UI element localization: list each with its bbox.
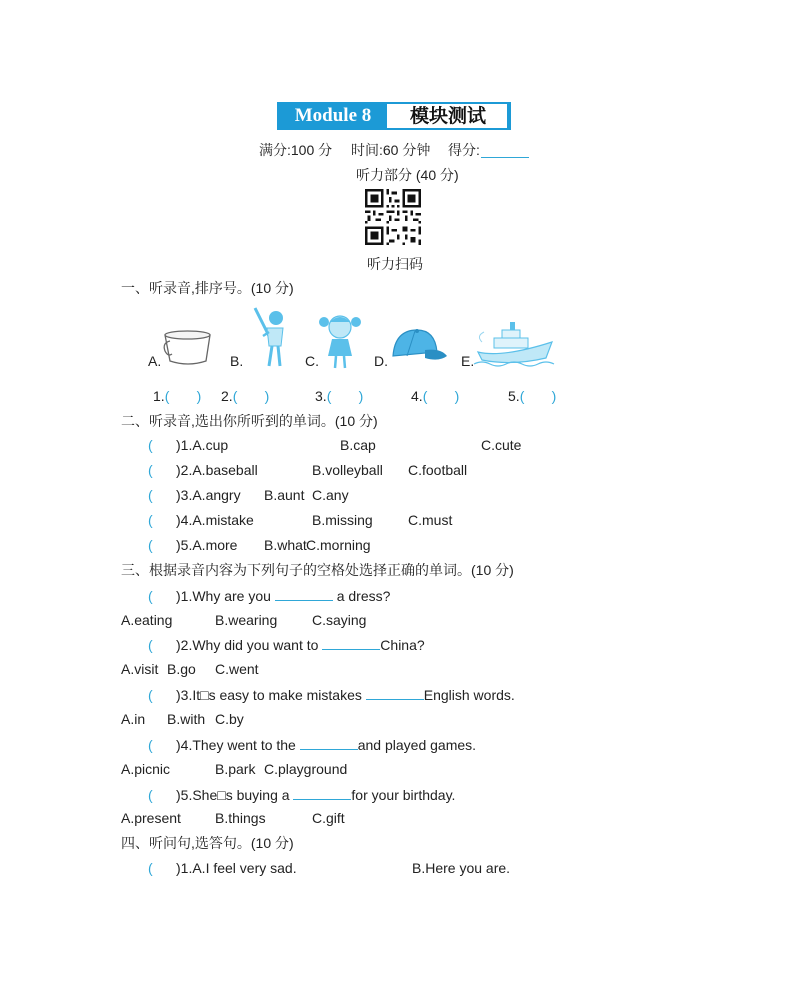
answer-slot-1[interactable]: 1.( ) — [153, 388, 202, 404]
s3-q4-option-b[interactable]: B.park — [215, 761, 256, 777]
qr-caption: 听力扫码 — [367, 256, 423, 272]
girl-icon — [318, 312, 362, 370]
answer-slot-3[interactable]: 3.( ) — [315, 388, 364, 404]
s2-q2-option-b[interactable]: B.volleyball — [312, 462, 383, 478]
s2-q2[interactable]: ( )2.A.baseball — [148, 462, 258, 478]
s2-q4[interactable]: ( )4.A.mistake — [148, 512, 254, 528]
cap-icon — [389, 326, 449, 368]
s2-q3-option-b[interactable]: B.aunt — [264, 487, 305, 503]
s4-q1[interactable]: ( )1.A.I feel very sad. — [148, 860, 297, 876]
s3-q2-option-a[interactable]: A.visit — [121, 661, 159, 677]
s3-q4[interactable]: ( )4.They went to the and played games. — [148, 737, 477, 753]
s2-q3[interactable]: ( )3.A.angry — [148, 487, 241, 503]
s3-q3-option-c[interactable]: C.by — [215, 711, 244, 727]
s3-q5-option-c[interactable]: C.gift — [312, 810, 345, 826]
answer-blank[interactable] — [366, 685, 424, 700]
s3-q1-option-b[interactable]: B.wearing — [215, 612, 278, 628]
answer-slot-4[interactable]: 4.( ) — [411, 388, 460, 404]
s3-q5-option-b[interactable]: B.things — [215, 810, 266, 826]
option-c-label: C. — [305, 353, 319, 369]
s3-q3[interactable]: ( )3.It□s easy to make mistakes English words. — [148, 687, 515, 703]
s2-q1-option-b[interactable]: B.cap — [340, 437, 376, 453]
option-a-label: A. — [148, 353, 162, 369]
s2-q5[interactable]: ( )5.A.more — [148, 537, 238, 553]
option-b-label: B. — [230, 353, 244, 369]
s3-q5[interactable]: ( )5.She□s buying a for your birthday. — [148, 787, 456, 803]
module-label: Module 8 — [279, 104, 387, 128]
s3-q2[interactable]: ( )2.Why did you want to China? — [148, 637, 425, 653]
s2-q5-option-b[interactable]: B.what — [264, 537, 307, 553]
ship-icon — [472, 316, 558, 368]
option-d-label: D. — [374, 353, 388, 369]
listening-part-label: 听力部分 (40 分) — [356, 167, 459, 183]
score-label: 得分: — [448, 142, 480, 158]
section1-title: 一、听录音,排序号。(10 分) — [121, 280, 294, 296]
s3-q1[interactable]: ( )1.Why are you a dress? — [148, 588, 391, 604]
answer-slot-5[interactable]: 5.( ) — [508, 388, 557, 404]
badge-edge — [507, 102, 511, 130]
s3-q1-option-a[interactable]: A.eating — [121, 612, 173, 628]
page-title: 模块测试 — [409, 105, 486, 127]
section3-title: 三、根据录音内容为下列句子的空格处选择正确的单词。(10 分) — [121, 562, 514, 578]
answer-blank[interactable] — [275, 586, 333, 601]
s3-q1-option-c[interactable]: C.saying — [312, 612, 367, 628]
s2-q1[interactable]: ( )1.A.cup — [148, 437, 229, 453]
s3-q2-option-c[interactable]: C.went — [215, 661, 259, 677]
s3-q5-option-a[interactable]: A.present — [121, 810, 181, 826]
s2-q4-option-c[interactable]: C.must — [408, 512, 453, 528]
time-limit: 时间:60 分钟 — [351, 142, 431, 158]
s2-q3-option-c[interactable]: C.any — [312, 487, 349, 503]
s4-q1-option-b[interactable]: B.Here you are. — [412, 860, 511, 876]
s3-q4-option-c[interactable]: C.playground — [264, 761, 348, 777]
s3-q3-option-b[interactable]: B.with — [167, 711, 206, 727]
answer-blank[interactable] — [322, 635, 380, 650]
s3-q2-option-b[interactable]: B.go — [167, 661, 196, 677]
s3-q4-option-a[interactable]: A.picnic — [121, 761, 171, 777]
section4-title: 四、听问句,选答句。(10 分) — [121, 835, 294, 851]
baseball-player-icon — [247, 306, 289, 370]
section2-title: 二、听录音,选出你所听到的单词。(10 分) — [121, 413, 378, 429]
full-score: 满分:100 分 — [259, 142, 333, 158]
answer-blank[interactable] — [293, 785, 351, 800]
score-blank[interactable] — [481, 157, 529, 158]
answer-slot-2[interactable]: 2.( ) — [221, 388, 270, 404]
qr-code-icon — [365, 189, 421, 245]
s2-q2-option-c[interactable]: C.football — [408, 462, 468, 478]
module-title-badge — [277, 102, 509, 130]
option-e-label: E. — [461, 353, 475, 369]
s2-q4-option-b[interactable]: B.missing — [312, 512, 373, 528]
s2-q5-option-c[interactable]: C.morning — [306, 537, 371, 553]
s2-q1-option-c[interactable]: C.cute — [481, 437, 522, 453]
s3-q3-option-a[interactable]: A.in — [121, 711, 146, 727]
cup-icon — [162, 327, 218, 369]
answer-blank[interactable] — [300, 735, 358, 750]
